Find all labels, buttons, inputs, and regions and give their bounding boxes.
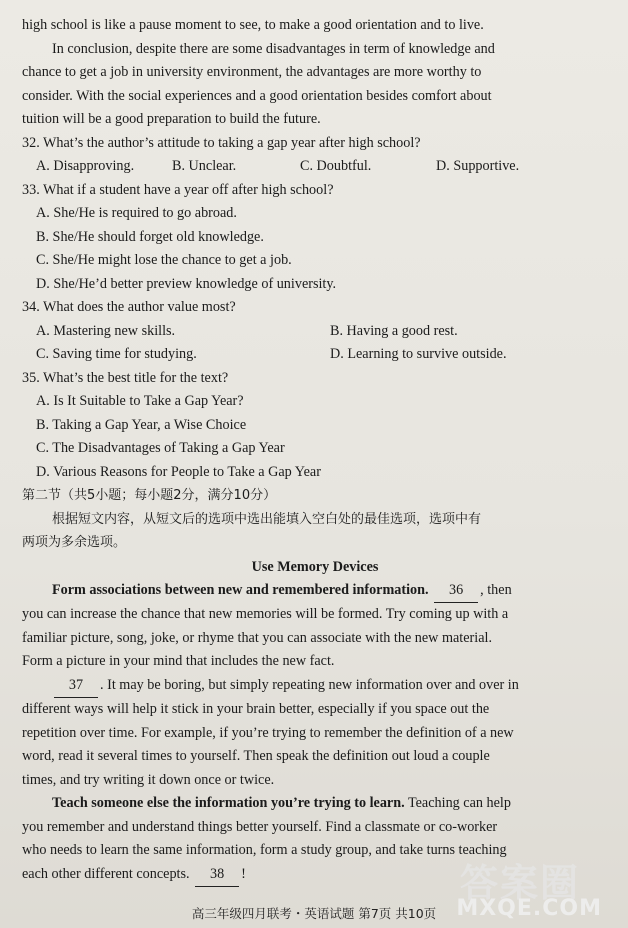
watermark-url: MXQE.COM <box>456 896 602 921</box>
option-d[interactable]: D. Supportive. <box>436 158 520 174</box>
text-segment: , then <box>480 581 512 598</box>
page-footer: 高三年级四月联考・英语试题 第7页 共10页 <box>191 906 437 921</box>
passage-line: chance to get a job in university environment, the advantages are more worthy to <box>22 64 482 80</box>
paragraph-line: word, read it several times to yourself. Then speak the definition out loud a couple <box>22 748 490 764</box>
option-c[interactable]: C. Doubtful. <box>300 158 372 174</box>
paragraph-line: different ways will help it stick in your brain better, especially if you space out the <box>22 701 490 717</box>
question-32-options <box>22 155 608 179</box>
option-b[interactable]: B. Having a good rest. <box>330 322 458 339</box>
option-d[interactable]: D. She/He’d better preview knowledge of university. <box>36 275 337 292</box>
blank-38[interactable]: 38 <box>195 863 239 888</box>
passage-line: tuition will be a good preparation to build the future. <box>22 111 321 127</box>
question-35-stem: 35. What’s the best title for the text? <box>22 369 229 386</box>
paragraph-line: times, and try writing it down once or twice. <box>22 771 275 788</box>
passage-line: high school is like a pause moment to see, to make a good orientation and to live. <box>22 17 484 33</box>
page-content <box>22 14 608 887</box>
option-b[interactable]: B. She/He should forget old knowledge. <box>36 228 264 245</box>
paragraph-heading: Teach someone else the information you’re trying to learn. <box>52 795 405 811</box>
passage-line: consider. With the social experiences and a good orientation besides comfort about <box>22 87 492 104</box>
text-segment: each other different concepts. <box>22 865 190 882</box>
text-segment: Teaching can help <box>404 795 511 811</box>
text-segment: . It may be boring, but simply repeating new information over and over in <box>100 676 519 693</box>
question-32-stem: 32. What’s the author’s attitude to taking a gap year after high school? <box>22 134 421 151</box>
option-d[interactable]: D. Learning to survive outside. <box>330 346 507 362</box>
paragraph-line: you remember and understand things better yourself. Find a classmate or co-worker <box>22 818 498 835</box>
question-34-stem: 34. What does the author value most? <box>22 299 236 315</box>
question-34-options-row1 <box>22 320 608 344</box>
paragraph-1-line <box>22 579 608 604</box>
option-d[interactable]: D. Various Reasons for People to Take a Gap Year <box>36 463 321 480</box>
watermark-text: 答案圈 <box>459 861 580 905</box>
blank-36[interactable]: 36 <box>434 579 478 604</box>
question-34-options-row2 <box>22 343 608 367</box>
option-a[interactable]: A. She/He is required to go abroad. <box>36 205 237 221</box>
question-33-stem: 33. What if a student have a year off after high school? <box>22 181 334 198</box>
text-segment: ! <box>241 865 246 882</box>
section-instructions: 根据短文内容，从短文后的选项中选出能填入空白处的最佳选项，选项中有 <box>52 511 482 527</box>
option-b[interactable]: B. Unclear. <box>172 158 237 174</box>
paragraph-line: you can increase the chance that new memories will be formed. Try coming up with a <box>22 606 509 622</box>
option-c[interactable]: C. The Disadvantages of Taking a Gap Year <box>36 440 285 456</box>
conclusion-line: In conclusion, despite there are some disadvantages in term of knowledge and <box>52 40 495 57</box>
option-a[interactable]: A. Disapproving. <box>36 158 135 174</box>
blank-37[interactable]: 37 <box>54 674 98 699</box>
option-b[interactable]: B. Taking a Gap Year, a Wise Choice <box>36 416 247 433</box>
option-a[interactable]: A. Mastering new skills. <box>36 322 176 339</box>
paragraph-line: Form a picture in your mind that includes the new fact. <box>22 653 335 669</box>
section-instructions-cont: 两项为多余选项。 <box>22 535 127 550</box>
option-c[interactable]: C. Saving time for studying. <box>36 346 197 362</box>
paragraph-3-line <box>22 792 608 816</box>
section-heading: 第二节（共5小题；每小题2分，满分10分） <box>22 488 277 503</box>
paragraph-heading: Form associations between new and remembered information. <box>52 581 429 598</box>
paragraph-2-line <box>22 674 608 699</box>
option-a[interactable]: A. Is It Suitable to Take a Gap Year? <box>36 393 244 409</box>
option-c[interactable]: C. She/He might lose the chance to get a job. <box>36 252 292 268</box>
paragraph-line: who needs to learn the same information, form a study group, and take turns teaching <box>22 842 507 858</box>
paragraph-line: familiar picture, song, joke, or rhyme that you can associate with the new material. <box>22 629 493 646</box>
passage-title: Use Memory Devices <box>251 558 379 575</box>
paragraph-line: repetition over time. For example, if you’re trying to remember the definition of a new <box>22 724 514 741</box>
